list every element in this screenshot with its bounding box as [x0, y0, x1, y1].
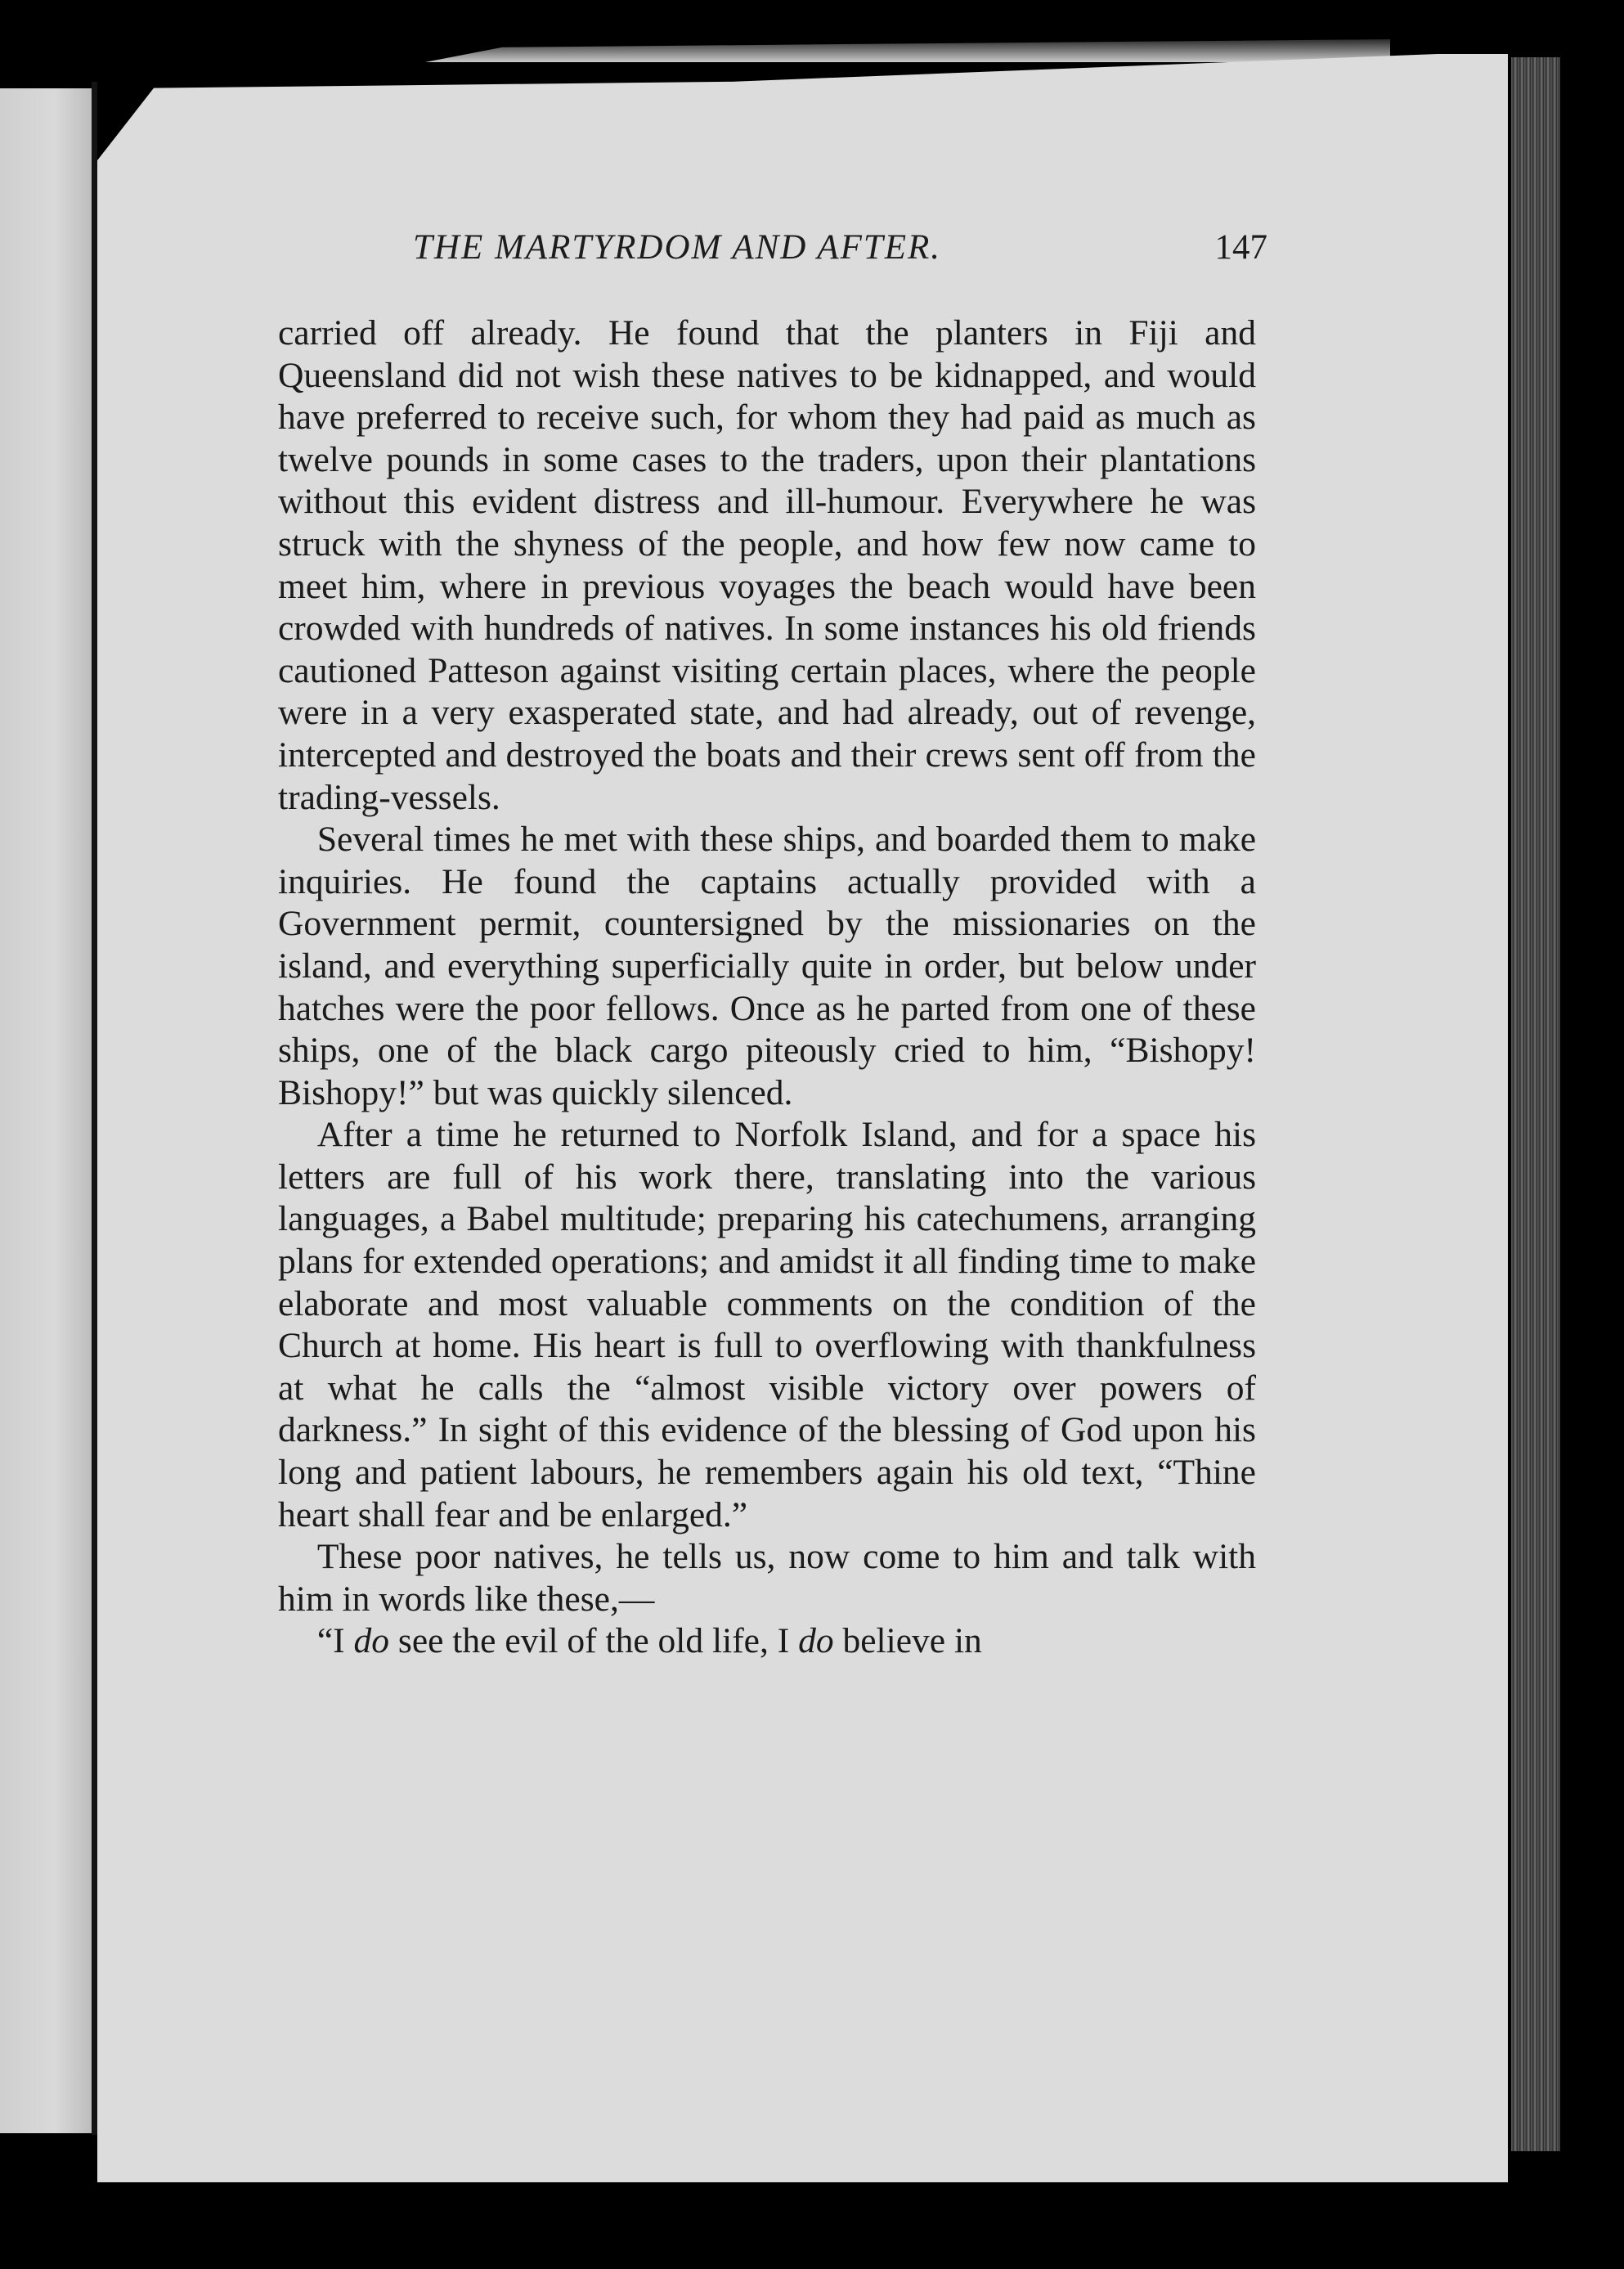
binding-gutter: [92, 82, 97, 2135]
running-title: THE MARTYRDOM AND AFTER.: [413, 228, 942, 267]
page-number: 147: [1214, 228, 1267, 267]
quote-fragment: see the evil of the old life, I: [389, 1621, 799, 1661]
quotation-line: [278, 1620, 1256, 1663]
facing-page-edge: [0, 88, 92, 2133]
paragraph: These poor natives, he tells us, now come to him and talk with him in words like these,—: [278, 1537, 1256, 1619]
quote-fragment: “I: [316, 1621, 354, 1661]
page-stack-edge: [1511, 57, 1560, 2151]
paragraph: Several times he met with these ships, and boarded them to make inquiries. He found the captains actually provided with a Government permit, countersigned by the missionaries on the island, and everything superficially quite in order, but below under hatches were the poor fellows. Once as he parted from one of these ships, one of the black cargo piteously cried to him, “Bishopy! Bishopy!” but was quickly silenced.: [278, 820, 1256, 1112]
quote-fragment: believe in: [833, 1621, 982, 1661]
emphasis: do: [798, 1621, 834, 1661]
page-curl-shadow: [425, 39, 1390, 62]
emphasis: do: [353, 1621, 390, 1661]
paragraph: After a time he returned to Norfolk Island, and for a space his letters are full of his work there, translating into the various languages, a Babel multitude; preparing his catechumens, arranging plans for extended operations; and amidst it all finding time to make elaborate and most valuable comments on the condition of the Church at home. His heart is full to overflowing with thankfulness at what he calls the “almost visible victory over powers of darkness.” In sight of this evidence of the blessing of God upon his long and patient labours, he remembers again his old text, “Thine heart shall fear and be enlarged.”: [278, 1115, 1256, 1534]
running-header: [413, 227, 1267, 276]
paragraph: carried off already. He found that the planters in Fiji and Queensland did not wish these natives to be kidnapped, and would have preferred to receive such, for whom they had paid as much as twelve pounds in some cases to the traders, upon their plantations without this evident distress and ill-humour. Everywhere he was struck with the shyness of the people, and how few now came to meet him, where in previous voyages the beach would have been crowded with hundreds of natives. In some instances his old friends cautioned Patteson against visiting certain places, where the people were in a very exasperated state, and had already, out of revenge, intercepted and destroyed the boats and their crews sent off from the trading-vessels.: [278, 313, 1256, 817]
body-text: [278, 312, 1256, 1663]
